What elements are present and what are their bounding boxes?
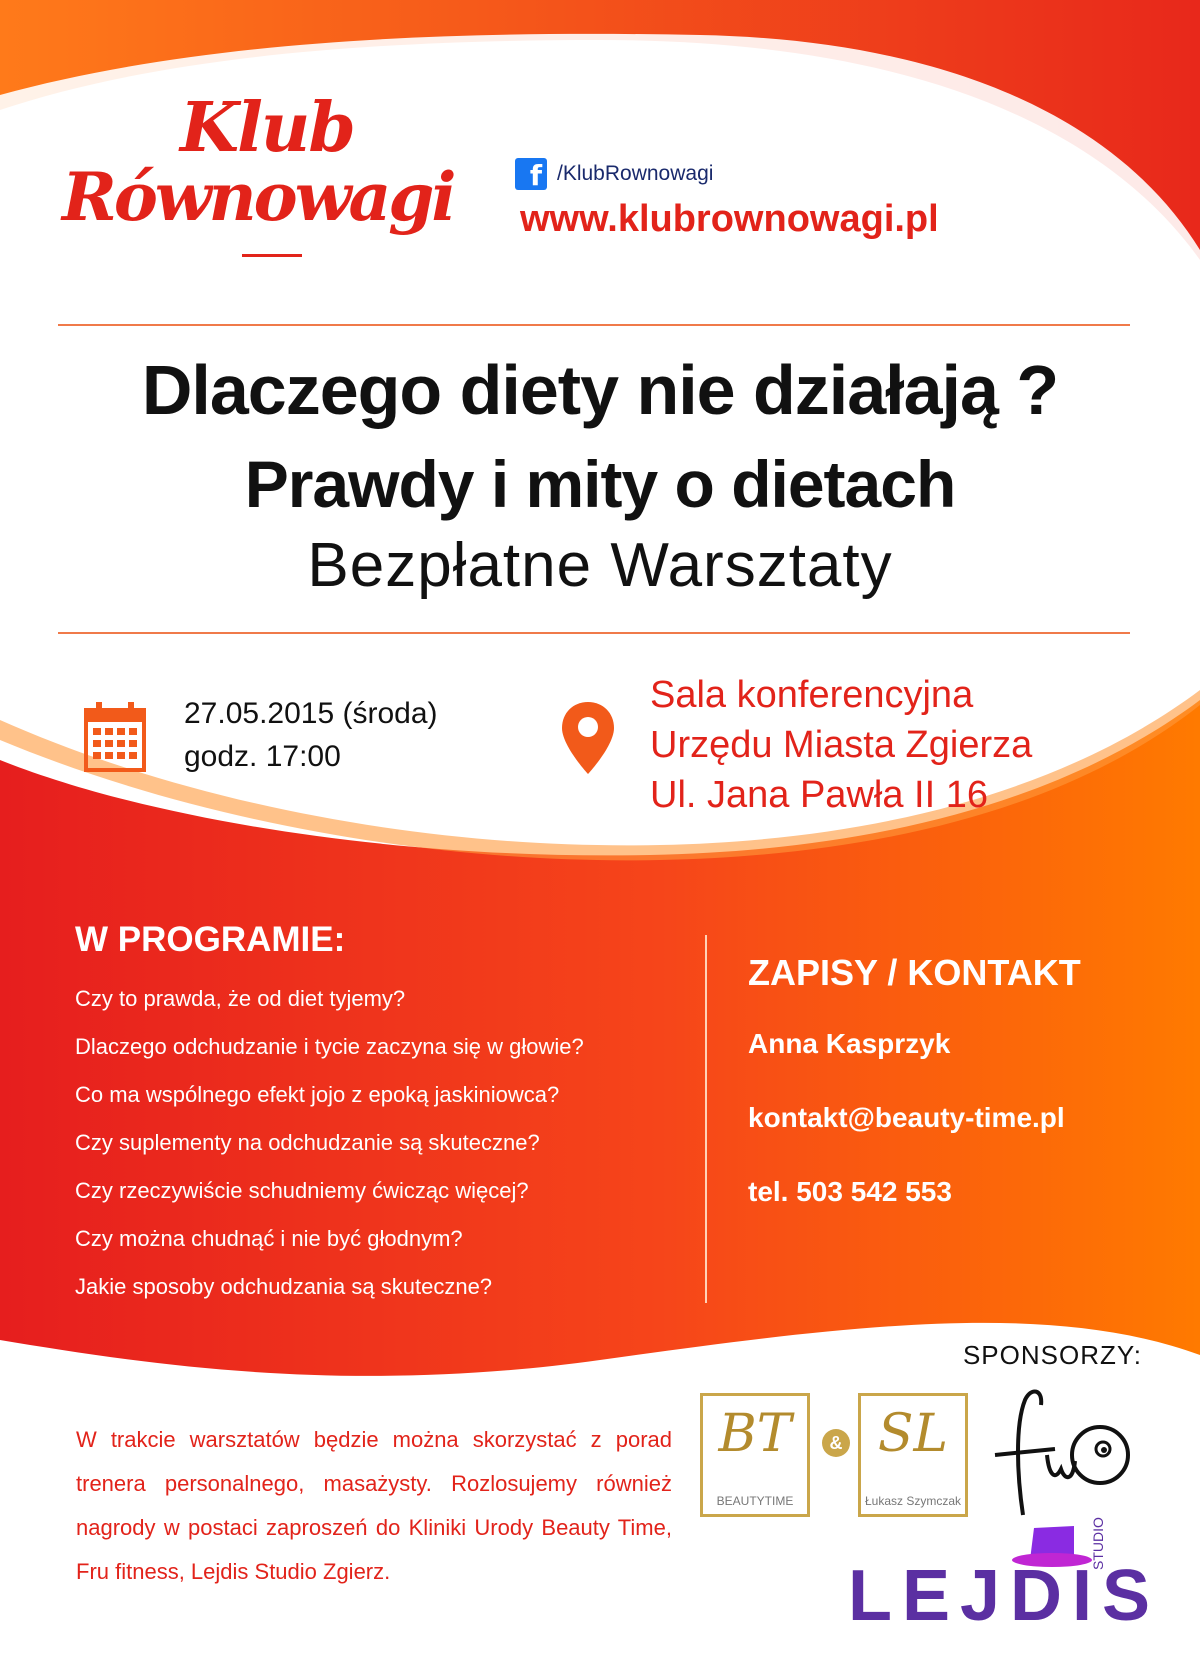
venue-line-3: Ul. Jana Pawła II 16 xyxy=(650,774,988,816)
website-link[interactable]: www.klubrownowagi.pl xyxy=(520,198,939,240)
contact-email[interactable]: kontakt@beauty-time.pl xyxy=(748,1102,1065,1133)
klub-rownowagi-logo xyxy=(62,88,492,263)
logo-word-rownowagi: Równowagi xyxy=(62,158,454,236)
map-pin-icon xyxy=(560,700,616,776)
program-item: Dlaczego odchudzanie i tycie zaczyna się w głowie? xyxy=(75,1034,584,1059)
fru-logo-icon xyxy=(985,1385,1135,1520)
event-datetime xyxy=(184,692,438,778)
beauty-time-caption: BEAUTYTIME xyxy=(716,1494,794,1508)
ampersand-badge: & xyxy=(822,1429,850,1457)
lejdis-studio-label: STUDIO xyxy=(1090,1517,1106,1570)
facebook-icon: f xyxy=(515,158,547,190)
venue-line-1: Sala konferencyjna xyxy=(650,674,974,716)
column-divider xyxy=(705,935,707,1303)
program-list xyxy=(75,975,584,1311)
contact-phone[interactable]: tel. 503 542 553 xyxy=(748,1176,952,1207)
logo-word-klub: Klub xyxy=(180,88,354,168)
program-title: W PROGRAMIE: xyxy=(75,920,346,959)
program-item: Co ma wspólnego efekt jojo z epoką jaskiniowca? xyxy=(75,1082,560,1107)
facebook-handle: /KlubRownowagi xyxy=(557,162,714,185)
calendar-icon xyxy=(84,700,146,772)
program-item: Czy rzeczywiście schudniemy ćwicząc więcej? xyxy=(75,1178,529,1203)
beauty-time-logo xyxy=(700,1393,810,1517)
sponsors-label: SPONSORZY: xyxy=(962,1340,1142,1370)
contact-title: ZAPISY / KONTAKT xyxy=(748,952,1081,993)
program-item: Czy to prawda, że od diet tyjemy? xyxy=(75,986,406,1011)
headline-line-1: Dlaczego diety nie działają ? xyxy=(141,351,1059,429)
program-item: Czy suplementy na odchudzanie są skuteczne? xyxy=(75,1130,540,1155)
contact-name: Anna Kasprzyk xyxy=(748,1028,951,1059)
venue-line-2: Urzędu Miasta Zgierza xyxy=(650,724,1033,766)
contact-section xyxy=(748,952,1081,1250)
description-text: W trakcie warsztatów będzie można skorzystać z porad trenera personalnego, masażysty. Rozlosujemy również nagrody w postaci zaproszeń do Kliniki Urody Beauty Time, Fru fitness, Lejdis Studio Zgierz. xyxy=(76,1427,672,1584)
salon-caption: Łukasz Szymczak xyxy=(864,1494,962,1508)
lejdis-logo: LEJDIS xyxy=(848,1556,1161,1636)
logo-underline xyxy=(242,254,302,257)
program-item: Czy można chudnąć i nie być głodnym? xyxy=(75,1226,463,1251)
facebook-link[interactable] xyxy=(515,158,713,190)
headline-line-2: Prawdy i mity o dietach xyxy=(244,447,956,521)
event-date: 27.05.2015 (środa) xyxy=(184,697,438,730)
program-item: Jakie sposoby odchudzania są skuteczne? xyxy=(75,1274,493,1299)
event-time: godz. 17:00 xyxy=(184,740,341,773)
salon-monogram: SL xyxy=(877,1404,949,1464)
headline-line-3: Bezpłatne Warsztaty xyxy=(307,531,893,600)
divider-bottom xyxy=(58,632,1130,634)
beauty-time-monogram: BT xyxy=(718,1404,792,1464)
event-venue xyxy=(650,670,1032,820)
divider-top xyxy=(58,324,1130,326)
salon-logo xyxy=(858,1393,968,1517)
